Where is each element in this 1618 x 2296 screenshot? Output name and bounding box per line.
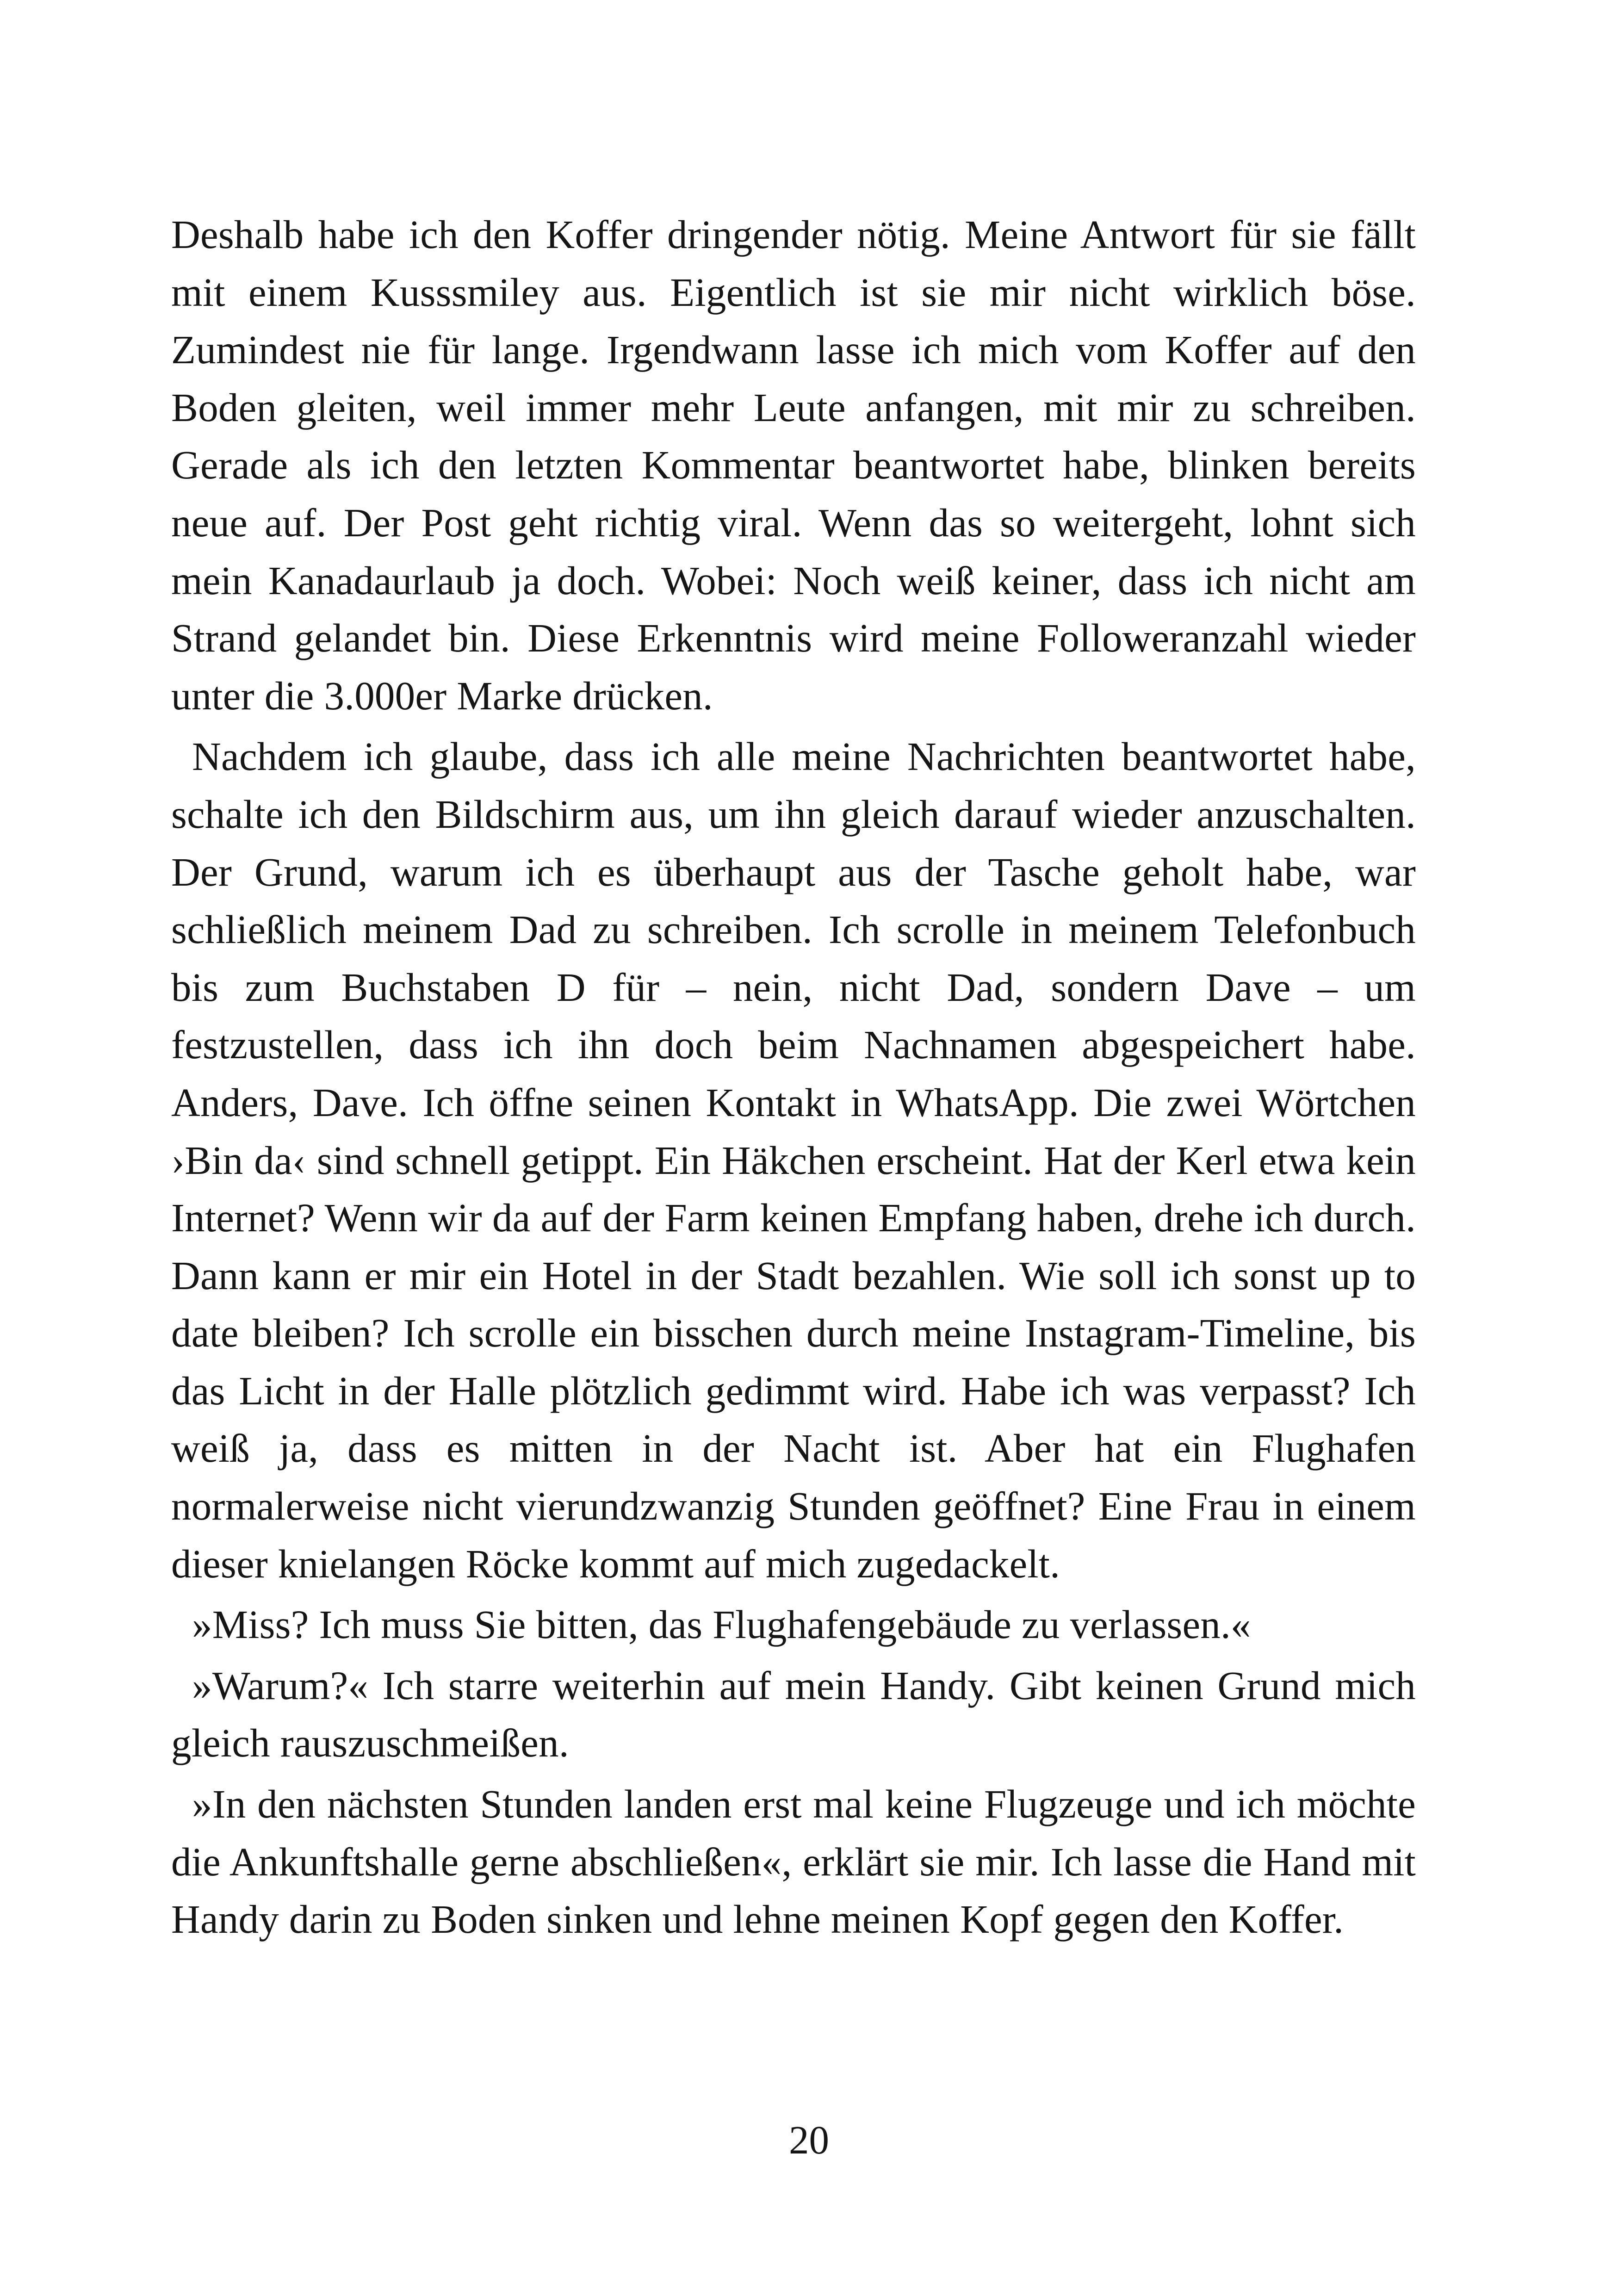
paragraph-1: Deshalb habe ich den Koffer dringender nötig. Meine Antwort für sie fällt mit einem Kusssmiley aus. Eigentlich ist sie mir nicht wirklich böse. Zumindest nie für lange. Irgendwann lasse ich mich vom Koffer auf den Boden gleiten, weil immer mehr Leute anfangen, mit mir zu schreiben. Gerade als ich den letzten Kommentar beantwortet habe, blinken bereits neue auf. Der Post geht richtig viral. Wenn das so weitergeht, lohnt sich mein Kanadaurlaub ja doch. Wobei: Noch weiß keiner, dass ich nicht am Strand gelandet bin. Diese Erkenntnis wird meine Followeranzahl wieder unter die 3.000er Marke drücken. xyxy=(171,212,1416,718)
paragraph-2: Nachdem ich glaube, dass ich alle meine Nachrichten beantwortet habe, schalte ich den Bildschirm aus, um ihn gleich darauf wieder anzuschalten. Der Grund, warum ich es überhaupt aus der Tasche geholt habe, war schließlich meinem Dad zu schreiben. Ich scrolle in meinem Telefonbuch bis zum Buchstaben D für – nein, nicht Dad, sondern Dave – um festzustellen, dass ich ihn doch beim Nachnamen abgespeichert habe. Anders, Dave. Ich öffne seinen Kontakt in WhatsApp. Die zwei Wörtchen ›Bin da‹ sind schnell getippt. Ein Häkchen erscheint. Hat der Kerl etwa kein Internet? Wenn wir da auf der Farm keinen Empfang haben, drehe ich durch. Dann kann er mir ein Hotel in der Stadt bezahlen. Wie soll ich sonst up to date bleiben? Ich scrolle ein bisschen durch meine Instagram-Timeline, bis das Licht in der Halle plötzlich gedimmt wird. Habe ich was verpasst? Ich weiß ja, dass es mitten in der Nacht ist. Aber hat ein Flughafen normalerweise nicht vierundzwanzig Stunden geöffnet? Eine Frau in einem dieser knielangen Röcke kommt auf mich zugedackelt. xyxy=(171,734,1416,1586)
paragraph-5: »In den nächsten Stunden landen erst mal keine Flugzeuge und ich möchte die Ankunftshalle gerne abschließen«, erklärt sie mir. Ich lasse die Hand mit Handy darin zu Boden sinken und lehne meinen Kopf gegen den Koffer. xyxy=(171,1781,1416,1942)
paragraph-4: »Warum?« Ich starre weiterhin auf mein Handy. Gibt keinen Grund mich gleich rauszuschmeißen. xyxy=(171,1663,1416,1766)
paragraph-3: »Miss? Ich muss Sie bitten, das Flughafengebäude zu verlassen.« xyxy=(192,1602,1251,1647)
body-text xyxy=(171,206,1416,1948)
page-number: 20 xyxy=(789,2117,829,2162)
